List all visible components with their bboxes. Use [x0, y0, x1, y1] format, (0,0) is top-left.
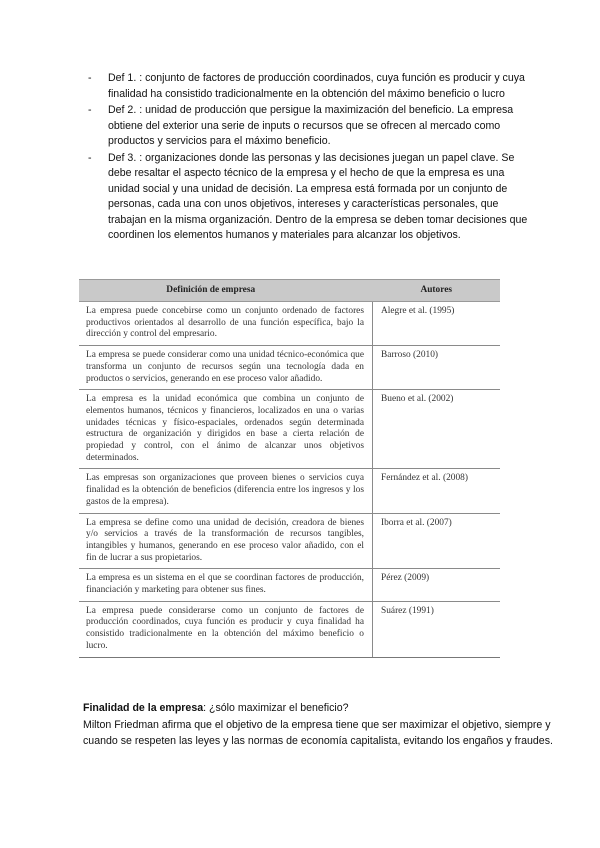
definitions-table-container	[79, 279, 500, 658]
cell-author: Fernández et al. (2008)	[373, 469, 501, 513]
table-row	[79, 469, 500, 513]
cell-author: Bueno et al. (2002)	[373, 390, 501, 469]
finalidad-heading: Finalidad de la empresa	[83, 702, 204, 714]
definition-item-2	[88, 103, 532, 150]
table-row	[79, 569, 500, 601]
finalidad-heading-line	[83, 700, 553, 717]
bullet-dash: -	[88, 151, 92, 164]
cell-definition: La empresa puede considerarse como un conjunto de factores de producción coordinados, cuya función es producir y cuya finalidad ha consistido tradicionalmente en la obtención del máximo beneficio o lucro.	[79, 601, 373, 657]
cell-definition: La empresa se puede considerar como una unidad técnico-económica que transforma un conjunto de recursos según una tecnología dada en productos o servicios, generando en ese proceso valor añadido.	[79, 346, 373, 390]
table-row	[79, 601, 500, 657]
definitions-list	[88, 71, 532, 245]
bullet-dash: -	[88, 72, 92, 84]
bullet-dash: -	[88, 104, 92, 116]
definition-text: Def 1. : conjunto de factores de producción coordinados, cuya función es producir y cuya finalidad ha consistido tradicionalmente en la obtención del máximo beneficio o lucro	[108, 72, 525, 100]
cell-definition: La empresa es la unidad económica que combina un conjunto de elementos humanos, técnicos y financieros, localizados en una o varias unidades técnicas y físico-espaciales, ordenados según determinada estructura de organización y dirigidos en base a cierta relación de propiedad y control, con el ánimo de alcanzar unos objetivos determinados.	[79, 390, 373, 469]
cell-author: Pérez (2009)	[373, 569, 501, 601]
table-row	[79, 346, 500, 390]
cell-author: Alegre et al. (1995)	[373, 302, 501, 346]
cell-author: Iborra et al. (2007)	[373, 513, 501, 569]
cell-definition: Las empresas son organizaciones que proveen bienes o servicios cuya finalidad es la obtención de beneficios (diferencia entre los ingresos y los gastos de la empresa).	[79, 469, 373, 513]
finalidad-body: Milton Friedman afirma que el objetivo de la empresa tiene que ser maximizar el objetivo, siempre y cuando se respeten las leyes y las normas de economía capitalista, evitando los engaños y fraudes.	[83, 718, 553, 747]
definition-item-1	[88, 71, 532, 102]
finalidad-question: : ¿sólo maximizar el beneficio?	[203, 702, 349, 714]
finalidad-section	[83, 700, 553, 750]
cell-author: Barroso (2010)	[373, 346, 501, 390]
header-authors: Autores	[373, 280, 501, 302]
header-definition: Definición de empresa	[79, 280, 373, 302]
cell-definition: La empresa puede concebirse como un conjunto ordenado de factores productivos orientados al desarrollo de una función específica, bajo la dirección y control del empresario.	[79, 302, 373, 346]
table-row	[79, 302, 500, 346]
definitions-table	[79, 279, 500, 658]
cell-definition: La empresa es un sistema en el que se coordinan factores de producción, financiación y marketing para obtener sus fines.	[79, 569, 373, 601]
definition-item-3	[88, 151, 532, 244]
table-header-row	[79, 280, 500, 302]
definition-text: Def 2. : unidad de producción que persigue la maximización del beneficio. La empresa obtiene del exterior una serie de inputs o recursos que se ofrecen al mercado como productos y servicios para el máximo beneficio.	[108, 104, 514, 147]
table-row	[79, 390, 500, 469]
cell-author: Suárez (1991)	[373, 601, 501, 657]
definition-text: Def 3. : organizaciones donde las personas y las decisiones juegan un papel clave. Se debe resaltar el aspecto técnico de la empresa y el hecho de que la empresa es una unidad social y una unidad de decisión. La empresa está formada por un conjunto de personas, cada una con unos objetivos, intereses y características personales, que trabajan en la misma organización. Dentro de la empresa se deben tomar decisiones que coordinen los elementos humanos y materiales para alcanzar los objetivos.	[108, 151, 528, 241]
table-row	[79, 513, 500, 569]
cell-definition: La empresa se define como una unidad de decisión, creadora de bienes y/o servicios a través de la transformación de recursos tangibles, intangibles y humanos, generando en ese proceso valor añadido, con el fin de lucrar a sus propietarios.	[79, 513, 373, 569]
